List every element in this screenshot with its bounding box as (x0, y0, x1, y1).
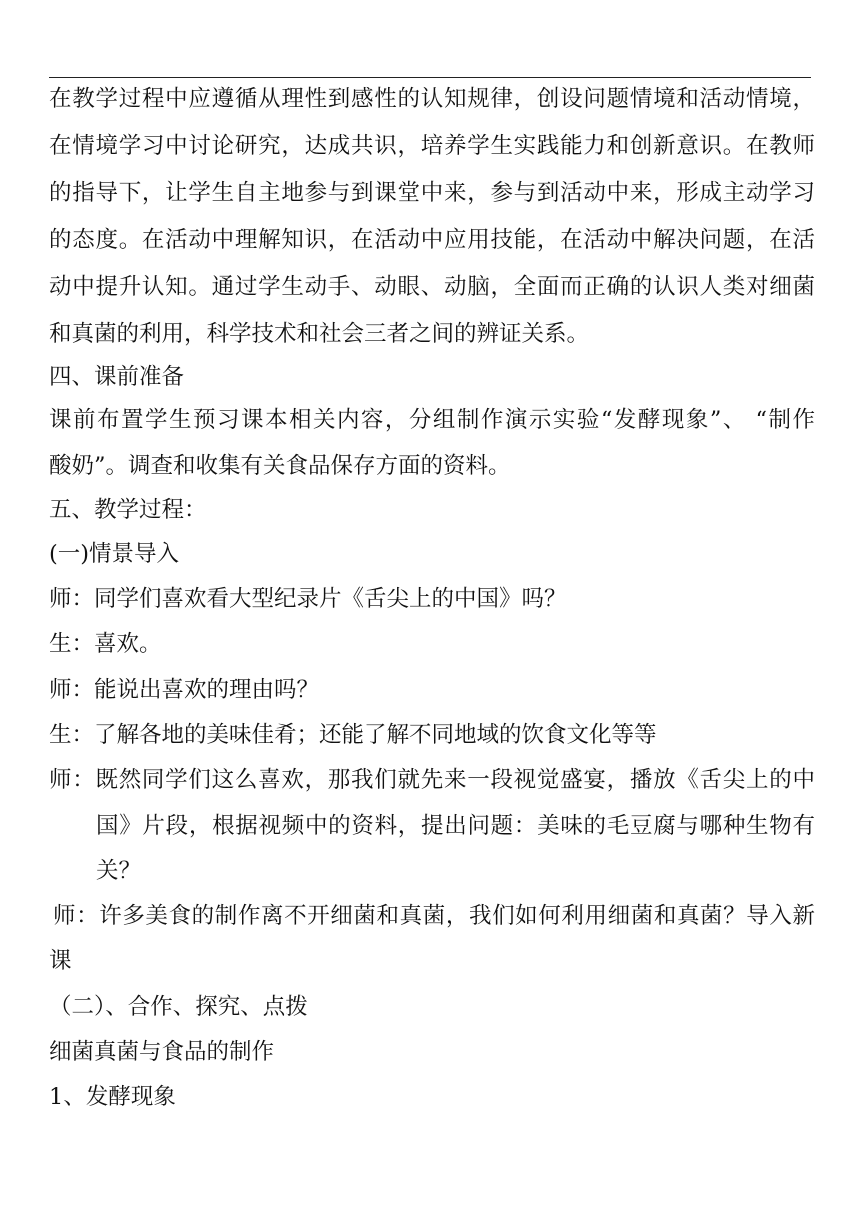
paragraph-line: 的态度。在活动中理解知识，在活动中应用技能，在活动中解决问题，在活 (49, 227, 815, 253)
paragraph-line: 的指导下，让学生自主地参与到课堂中来，参与到活动中来，形成主动学习 (49, 180, 815, 206)
dialogue-line: 生：了解各地的美味佳肴；还能了解不同地域的饮食文化等等 (49, 722, 657, 748)
section-heading-process: 五、教学过程： (49, 497, 207, 523)
dialogue-line: 课 (49, 948, 72, 974)
subheading-explore: （二）、合作、探究、点拨 (49, 994, 308, 1020)
list-item-heading: 1、发酵现象 (49, 1084, 176, 1110)
paragraph-line: 和真菌的利用，科学技术和社会三者之间的辨证关系。 (49, 321, 590, 347)
paragraph-line: 课前布置学生预习课本相关内容，分组制作演示实验“发酵现象”、 “制作 (49, 407, 815, 433)
paragraph-line: 在教学过程中应遵循从理性到感性的认知规律，创设问题情境和活动情境， (49, 86, 815, 112)
header-rule (49, 77, 811, 78)
dialogue-line: 师：既然同学们这么喜欢，那我们就先来一段视觉盛宴，播放《舌尖上的中 (49, 767, 815, 793)
dialogue-line: 国》片段，根据视频中的资料，提出问题：美味的毛豆腐与哪种生物有 (96, 813, 815, 839)
dialogue-line: 师：同学们喜欢看大型纪录片《舌尖上的中国》吗？ (49, 586, 567, 612)
dialogue-line: 关？ (96, 858, 142, 884)
topic-heading: 细菌真菌与食品的制作 (49, 1039, 275, 1065)
subheading-intro: (一)情景导入 (49, 541, 180, 567)
paragraph-line: 在情境学习中讨论研究，达成共识，培养学生实践能力和创新意识。在教师 (49, 133, 815, 159)
dialogue-line: 师：许多美食的制作离不开细菌和真菌，我们如何利用细菌和真菌？导入新 (53, 903, 815, 929)
paragraph-line: 动中提升认知。通过学生动手、动眼、动脑，全面而正确的认识人类对细菌 (49, 274, 815, 300)
dialogue-line: 生：喜欢。 (49, 631, 162, 657)
section-heading-prep: 四、课前准备 (49, 364, 185, 390)
dialogue-line: 师：能说出喜欢的理由吗？ (49, 677, 320, 703)
paragraph-line: 酸奶”。调查和收集有关食品保存方面的资料。 (49, 453, 511, 479)
